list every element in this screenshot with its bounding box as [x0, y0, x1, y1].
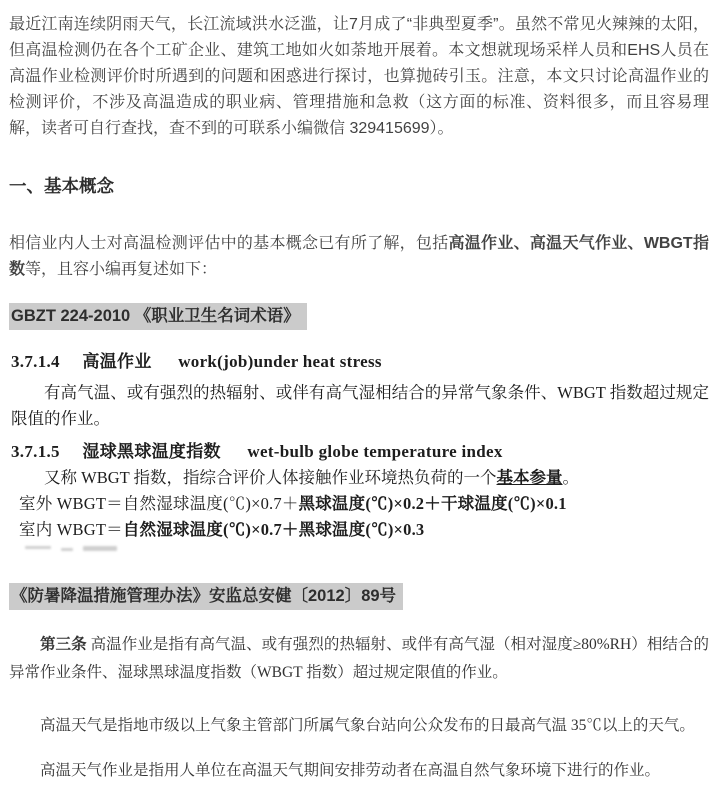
- scan-term-en: work(job)under heat stress: [178, 352, 382, 371]
- scan-term-cn: 高温作业: [82, 352, 152, 371]
- scanned-standard-excerpt: [11, 349, 709, 555]
- scan-term-cn: 湿球黑球温度指数: [82, 442, 221, 461]
- intro-paragraph: 最近江南连续阴雨天气，长江流域洪水泛滥，让7月成了“非典型夏季”。虽然不常见火辣辣的太阳，但高温检测仍在各个工矿企业、建筑工地如火如荼地开展着。本文想就现场采样人员和EHS人员在高温作业检测评价时所遇到的问题和困惑进行探讨，也算抛砖引玉。注意，本文只讨论高温作业的检测评价，不涉及高温造成的职业病、管理措施和急救（这方面的标准、资料很多，而且容易理解，读者可自行查找，查不到的可联系小编微信 329415699）。: [9, 16, 709, 137]
- scan-term-en: wet-bulb globe temperature index: [247, 442, 503, 461]
- hot-weather-work-definition-paragraph: 高温天气作业是指用人单位在高温天气期间安排劳动者在高温自然气象环境下进行的作业。: [40, 762, 661, 779]
- section-heading-basic-concepts: 一、基本概念: [9, 176, 114, 196]
- regulation-quote-block: [9, 631, 709, 785]
- regulation-article-3-paragraph: 第三条 高温作业是指有高气温、或有强烈的热辐射、或伴有高气湿（相对湿度≥80%RH）相结合的异常作业条件、湿球黑球温度指数（WBGT 指数）超过规定限值的作业。: [9, 636, 709, 681]
- scan-term-3714: [11, 349, 709, 375]
- fangshu-heading-row: [9, 583, 709, 610]
- gbzt-heading-row: [9, 303, 709, 330]
- fangshu-regulation-heading: 《防暑降温措施管理办法》安监总安健〔2012〕89号: [9, 583, 403, 610]
- scan-term-3715: [11, 439, 709, 465]
- scan-definition-3715: 又称 WBGT 指数，指综合评价人体接触作业环境热负荷的一个基本参量。: [44, 468, 580, 487]
- scan-definition-3714: 有高气温、或有强烈的热辐射、或伴有高气湿相结合的异常气象条件、WBGT 指数超过规定限值的作业。: [11, 383, 709, 428]
- hot-weather-definition-paragraph: 高温天气是指地市级以上气象主管部门所属气象台站向公众发布的日最高气温 35℃以上的天气。: [40, 717, 695, 734]
- concepts-paragraph: 相信业内人士对高温检测评估中的基本概念已有所了解，包括高温作业、高温天气作业、WBGT指数等，且容小编再复述如下：: [9, 235, 709, 278]
- scan-term-number: 3.7.1.4: [11, 352, 60, 371]
- scan-term-number: 3.7.1.5: [11, 442, 60, 461]
- wbgt-formula-outdoor: 室外 WBGT＝自然湿球温度(℃)×0.7＋黑球温度(℃)×0.2＋干球温度(℃)×0.1: [19, 494, 567, 513]
- gbzt-standard-heading: GBZT 224-2010 《职业卫生名词术语》: [9, 303, 307, 330]
- scan-cutoff-artifact: [25, 546, 709, 555]
- wbgt-formula-indoor: 室内 WBGT＝自然湿球温度(℃)×0.7＋黑球温度(℃)×0.3: [19, 520, 425, 539]
